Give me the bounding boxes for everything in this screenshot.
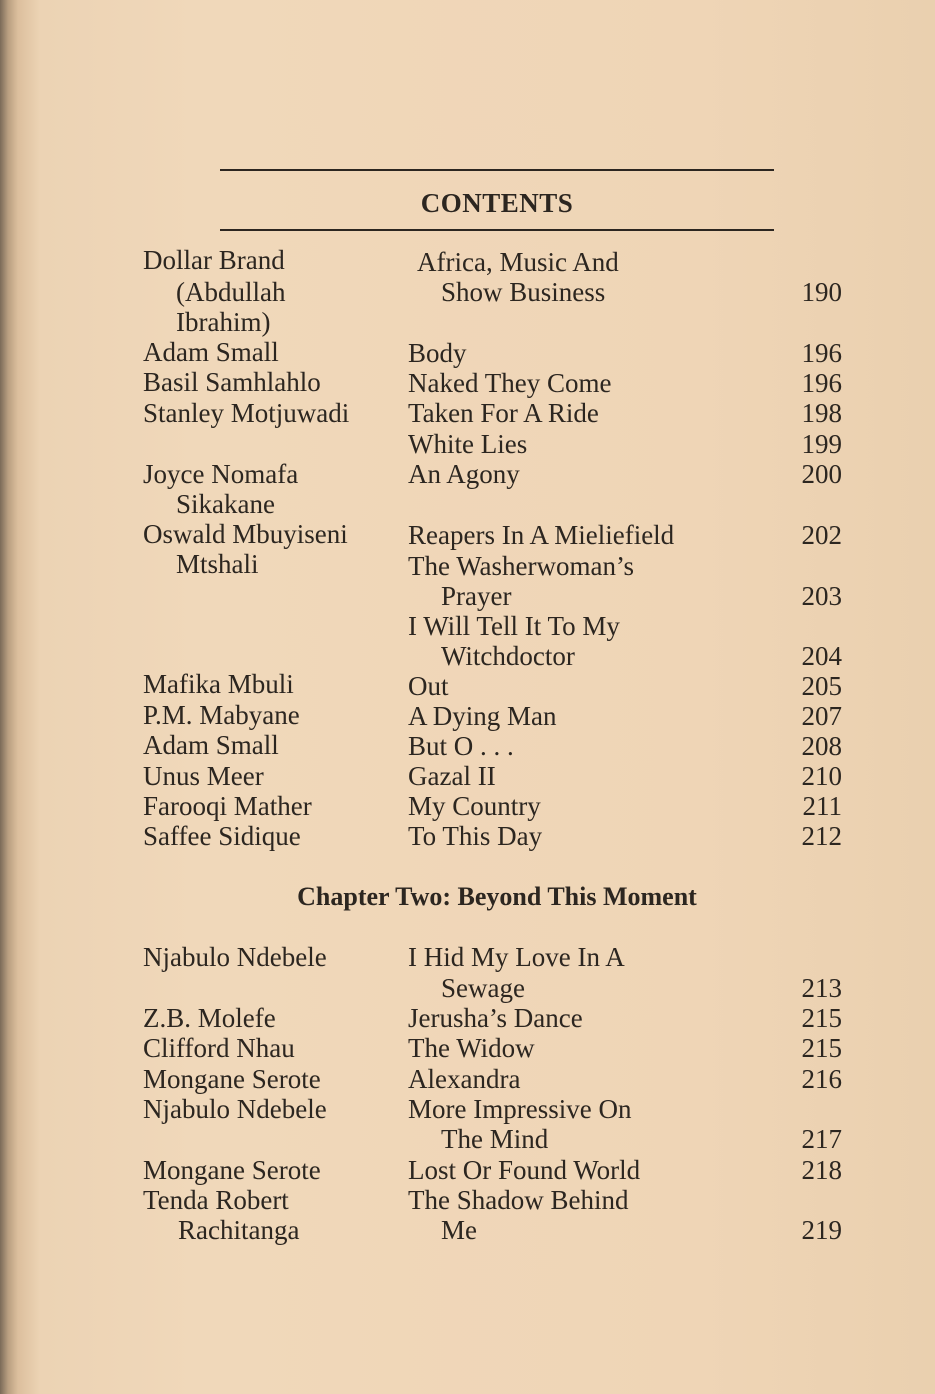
- heading-rule: [220, 229, 774, 231]
- entry-title: The Washerwoman’s: [408, 551, 635, 581]
- entry-author: Sikakane: [176, 489, 275, 519]
- entry-author: Joyce Nomafa: [143, 459, 299, 489]
- entry-page: 219: [801, 1215, 842, 1245]
- entry-page: 208: [801, 731, 842, 761]
- entry-title: Lost Or Found World: [408, 1155, 641, 1185]
- entry-author: (Abdullah: [176, 277, 286, 307]
- entry-author: Adam Small: [143, 730, 279, 760]
- entry-page: 215: [801, 1033, 842, 1063]
- entry-page: 210: [801, 761, 842, 791]
- entry-title: But O . . .: [408, 731, 514, 761]
- entry-author: Mtshali: [176, 549, 259, 579]
- entry-title: To This Day: [408, 821, 543, 851]
- entry-title: A Dying Man: [408, 701, 557, 731]
- chapter-heading: Chapter Two: Beyond This Moment: [297, 882, 697, 911]
- entry-page: 190: [801, 277, 842, 307]
- entry-title: I Will Tell It To My: [408, 611, 620, 641]
- entry-author: Mongane Serote: [143, 1064, 321, 1094]
- entry-title: Witchdoctor: [441, 641, 575, 671]
- entry-author: Mongane Serote: [143, 1155, 321, 1185]
- entry-page: 198: [801, 398, 842, 428]
- entry-title: Body: [408, 338, 467, 368]
- entry-page: 207: [801, 701, 842, 731]
- entry-author: Ibrahim): [176, 307, 271, 337]
- entry-author: Njabulo Ndebele: [143, 942, 327, 972]
- entry-title: The Shadow Behind: [408, 1185, 629, 1215]
- entry-page: 212: [801, 821, 842, 851]
- entry-title: The Widow: [408, 1033, 535, 1063]
- entry-title: Sewage: [441, 973, 525, 1003]
- entry-title: Naked They Come: [408, 368, 612, 398]
- entry-author: Oswald Mbuyiseni: [143, 519, 348, 549]
- entry-title: The Mind: [441, 1124, 549, 1154]
- entry-author: Tenda Robert: [143, 1185, 289, 1215]
- entry-title: More Impressive On: [408, 1094, 632, 1124]
- entry-page: 216: [801, 1064, 842, 1094]
- entry-title: Taken For A Ride: [408, 398, 599, 428]
- entry-author: Basil Samhlahlo: [143, 367, 321, 397]
- entry-page: 213: [801, 973, 842, 1003]
- entry-author: Saffee Sidique: [143, 821, 301, 851]
- entry-title: Gazal II: [408, 761, 496, 791]
- entry-author: Z.B. Molefe: [143, 1003, 276, 1033]
- entry-author: Njabulo Ndebele: [143, 1094, 327, 1124]
- entry-author: Adam Small: [143, 337, 279, 367]
- entry-page: 211: [802, 791, 842, 821]
- entry-author: Dollar Brand: [143, 245, 285, 275]
- entry-title: I Hid My Love In A: [408, 942, 625, 972]
- entry-page: 205: [801, 671, 842, 701]
- entry-author: Mafika Mbuli: [143, 669, 294, 699]
- contents-heading: CONTENTS: [420, 188, 574, 218]
- entry-title: Prayer: [441, 581, 512, 611]
- entry-title: Me: [441, 1215, 477, 1245]
- entry-page: 196: [801, 338, 842, 368]
- entry-title: Show Business: [441, 277, 606, 307]
- entry-page: 199: [801, 429, 842, 459]
- entry-title: Jerusha’s Dance: [408, 1003, 583, 1033]
- entry-title: Reapers In A Mieliefield: [408, 520, 675, 550]
- entry-page: 202: [801, 520, 842, 550]
- entry-page: 218: [801, 1155, 842, 1185]
- top-rule: [220, 169, 774, 171]
- entry-author: Unus Meer: [143, 761, 264, 791]
- entry-page: 200: [801, 459, 842, 489]
- entry-page: 217: [801, 1124, 842, 1154]
- entry-title: An Agony: [408, 459, 520, 489]
- entry-author: Clifford Nhau: [143, 1033, 295, 1063]
- entry-author: Stanley Motjuwadi: [143, 398, 350, 428]
- entry-author: Farooqi Mather: [143, 791, 312, 821]
- entry-page: 204: [801, 641, 842, 671]
- entry-page: 196: [801, 368, 842, 398]
- entry-author: P.M. Mabyane: [143, 700, 300, 730]
- entry-title: White Lies: [408, 429, 528, 459]
- entry-author: Rachitanga: [178, 1215, 300, 1245]
- entry-page: 215: [801, 1003, 842, 1033]
- entry-title: Africa, Music And: [417, 247, 619, 277]
- entry-page: 203: [801, 581, 842, 611]
- entry-title: Out: [408, 671, 449, 701]
- entry-title: My Country: [408, 791, 541, 821]
- entry-title: Alexandra: [408, 1064, 521, 1094]
